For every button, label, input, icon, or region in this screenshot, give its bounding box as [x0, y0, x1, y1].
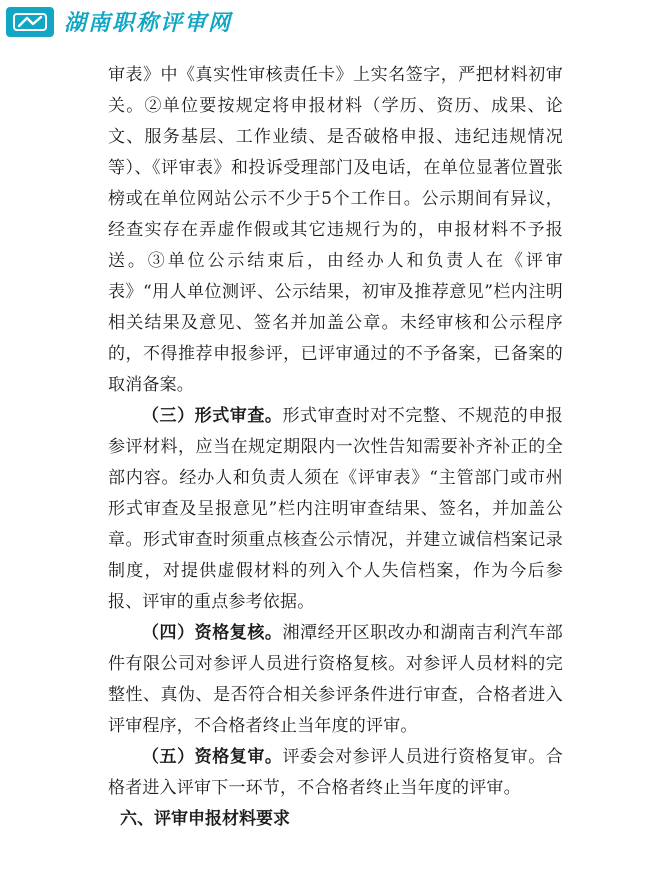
- paragraph-continuation: [108, 60, 563, 401]
- site-watermark: [6, 6, 232, 37]
- paragraph-text: 湘潭经开区职改办和湖南吉利汽车部件有限公司对参评人员进行资格复核。对参评人员材料的完整性、真伪、是否符合相关参评条件进行审查，合格者进入评审程序，不合格者终止当年度的评审。: [108, 623, 563, 736]
- paragraph-formal-review: [108, 401, 563, 618]
- section-heading: 六、评审申报材料要求: [120, 809, 290, 829]
- paragraph-qualification-recheck: [108, 618, 563, 742]
- document-body: [108, 60, 563, 835]
- paragraph-text: 评委会对参评人员进行资格复审。合格者进入评审下一环节，不合格者终止当年度的评审。: [108, 747, 563, 798]
- paragraph-text: 形式审查时对不完整、不规范的申报参评材料，应当在规定期限内一次性告知需要补齐补正的全部内容。经办人和负责人须在《评审表》“主管部门或市州形式审查及呈报意见”栏内注明审查结果、签名，并加盖公章。形式审查时须重点核查公示情况，并建立诚信档案记录制度，对提供虚假材料的列入个人失信档案，作为今后参报、评审的重点参考依据。: [108, 406, 563, 612]
- site-logo-icon: [6, 7, 54, 37]
- paragraph-heading: （五）资格复审。: [142, 747, 283, 767]
- watermark-text: 湖南职称评审网: [64, 11, 233, 36]
- paragraph-qualification-review: [108, 742, 563, 804]
- paragraph-text: 审表》中《真实性审核责任卡》上实名签字，严把材料初审关。②单位要按规定将申报材料（学历、资历、成果、论文、服务基层、工作业绩、是否破格申报、违纪违规情况等）、《评审表》和投诉受理部门及电话，在单位显著位置张榜或在单位网站公示不少于5个工作日。公示期间有异议，经查实存在弄虚作假或其它违规行为的，申报材料不予报送。③单位公示结束后，由经办人和负责人在《评审表》“用人单位测评、公示结果，初审及推荐意见”栏内注明相关结果及意见、签名并加盖公章。未经审核和公示程序的，不得推荐申报参评，已评审通过的不予备案，已备案的取消备案。: [108, 65, 563, 395]
- paragraph-heading: （四）资格复核。: [142, 623, 283, 643]
- paragraph-heading: （三）形式审查。: [142, 406, 283, 426]
